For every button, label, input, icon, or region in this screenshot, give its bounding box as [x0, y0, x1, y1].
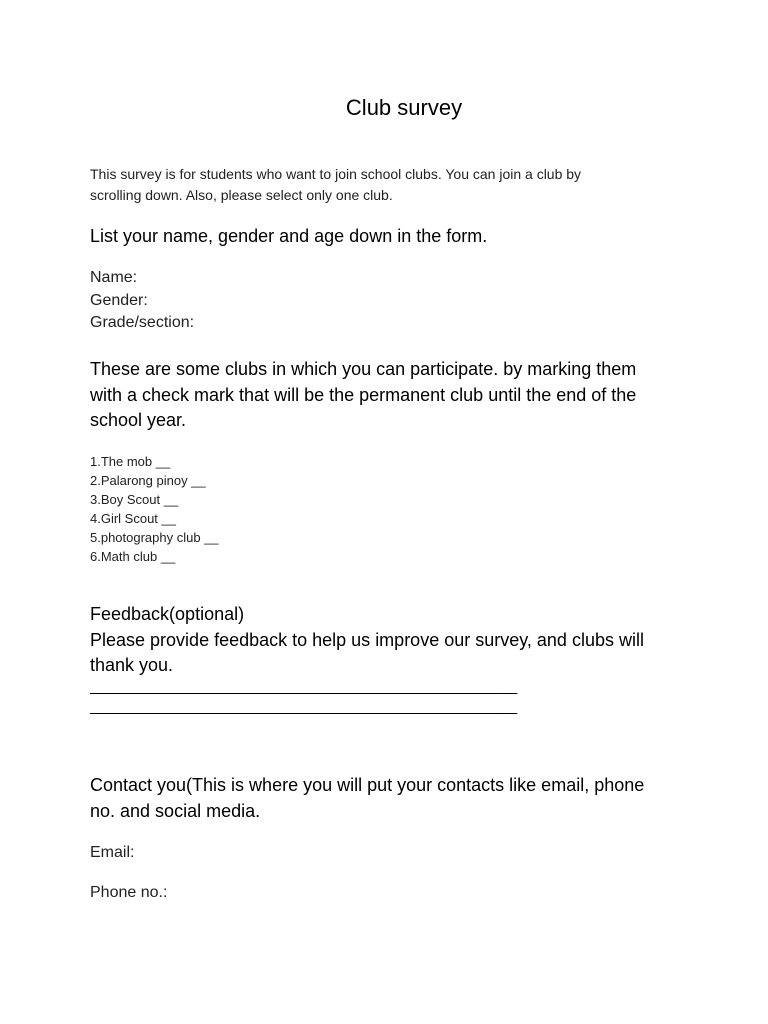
contact-heading-line: no. and social media. — [90, 800, 261, 821]
intro-paragraph — [90, 164, 690, 206]
club-option-girl-scout[interactable]: 4.Girl Scout __ — [90, 511, 176, 526]
feedback-prompt-line: Please provide feedback to help us improve our survey, and clubs will — [90, 629, 644, 650]
clubs-heading — [90, 357, 690, 434]
name-field-label: Name: — [90, 269, 138, 286]
intro-line: scrolling down. Also, please select only one club. — [90, 187, 393, 203]
gender-field-label: Gender: — [90, 291, 148, 309]
club-option-the-mob[interactable]: 1.The mob __ — [90, 454, 171, 469]
clubs-heading-line: These are some clubs in which you can participate. by marking them — [90, 359, 637, 379]
personal-info-heading: List your name, gender and age down in the form. — [90, 226, 488, 246]
clubs-heading-line: school year. — [90, 410, 187, 430]
club-option-photography-club[interactable]: 5.photography club __ — [90, 530, 219, 545]
contact-heading — [90, 773, 690, 824]
feedback-answer-line[interactable]: ________________________________________________ — [90, 698, 518, 715]
clubs-heading-line: with a check mark that will be the permanent club until the end of the — [90, 384, 637, 405]
intro-line: This survey is for students who want to join school clubs. You can join a club by — [90, 166, 582, 182]
page-title: Club survey — [345, 95, 463, 120]
club-option-palarong-pinoy[interactable]: 2.Palarong pinoy __ — [90, 473, 206, 488]
feedback-section — [90, 602, 690, 679]
club-list — [90, 452, 490, 566]
phone-field-label: Phone no.: — [90, 884, 168, 901]
club-option-math-club[interactable]: 6.Math club __ — [90, 549, 176, 564]
club-option-boy-scout[interactable]: 3.Boy Scout __ — [90, 492, 179, 507]
feedback-label: Feedback(optional) — [90, 604, 245, 624]
feedback-answer-line[interactable]: ________________________________________________ — [90, 678, 518, 695]
feedback-answer-lines[interactable] — [90, 677, 690, 717]
personal-info-fields — [90, 267, 490, 335]
feedback-prompt-line: thank you. — [90, 655, 174, 675]
grade-section-field-label: Grade/section: — [90, 314, 195, 331]
contact-heading-line: Contact you(This is where you will put your contacts like email, phone — [90, 775, 645, 795]
email-field-label: Email: — [90, 844, 135, 861]
